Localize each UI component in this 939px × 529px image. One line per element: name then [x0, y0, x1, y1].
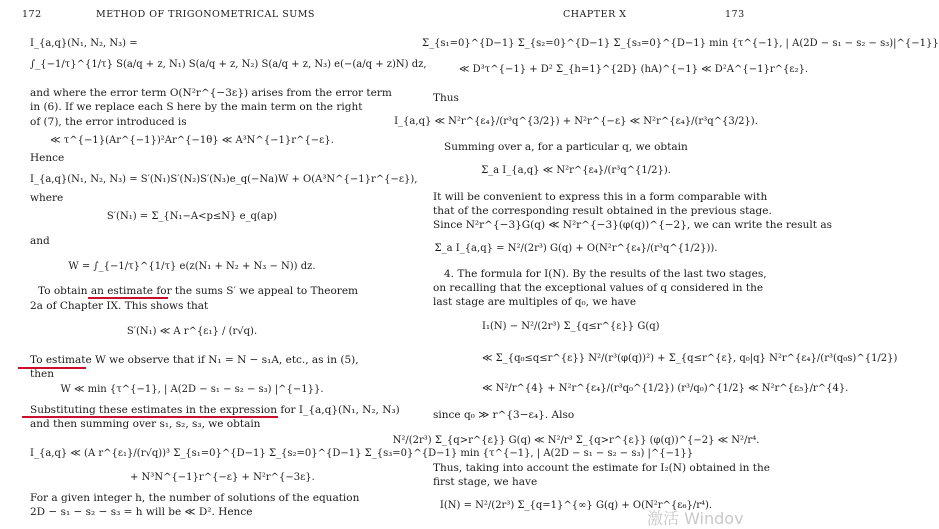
text-line: that of the corresponding result obtained in the previous stage.	[433, 205, 772, 217]
text-line: For a given integer h, the number of solutions of the equation	[30, 492, 360, 504]
equation-line: + N³N^{−1}r^{−ε} + N²r^{−3ε}.	[130, 472, 315, 483]
text-line: since q₀ ≫ r^{3−ε₄}. Also	[433, 409, 575, 421]
equation-line: I_{a,q}(N₁, N₂, N₃) =	[30, 38, 138, 49]
text-line: where	[30, 192, 64, 204]
right-page-number: 173	[725, 9, 745, 20]
text-line: Thus, taking into account the estimate for I₂(N) obtained in the	[433, 462, 770, 474]
text-line: Thus	[433, 92, 459, 104]
text-line: Summing over a, for a particular q, we obtain	[444, 141, 688, 153]
text-line: To obtain an estimate for the sums S′ we appeal to Theorem	[38, 285, 358, 297]
text-line: and then summing over s₁, s₂, s₃, we obtain	[30, 418, 261, 430]
windows-activation-watermark: 激活 Windov	[647, 509, 744, 528]
text-line: 2a of Chapter IX. This shows that	[30, 300, 209, 312]
text-line: Substituting these estimates in the expression for I_{a,q}(N₁, N₂, N₃)	[30, 404, 400, 416]
equation-line: Σ_a I_{a,q} = N²/(2r³) G(q) + O(N²r^{ε₄}/(r³q^{1/2})).	[434, 243, 718, 254]
equation-line: ∫_{−1/τ}^{1/τ} S(a/q + z, N₁) S(a/q + z, N₂) S(a/q + z, N₃) e(−(a/q + z)N) dz,	[30, 59, 427, 70]
text-line: 4. The formula for I(N). By the results of the last two stages,	[444, 268, 767, 280]
text-line: To estimate W we observe that if N₁ = N − s₁A, etc., as in (5),	[30, 354, 359, 366]
equation-line: W ≪ min {τ^{−1}, | A(2D − s₁ − s₂ − s₃) |^{−1}}.	[60, 384, 324, 395]
equation-line: I_{a,q}(N₁, N₂, N₃) = S′(N₁)S′(N₂)S′(N₃)e_q(−Na)W + O(A³N^{−1}r^{−ε}),	[30, 174, 418, 185]
equation-line: I_{a,q} ≪ N²r^{ε₄}/(r³q^{3/2}) + N²r^{−ε} ≪ N²r^{ε₄}/(r³q^{3/2}).	[394, 116, 758, 127]
equation-line: N²/(2r³) Σ_{q>r^{ε}} G(q) ≪ N²/r³ Σ_{q>r^{ε}} (φ(q))^{−2} ≪ N²/r⁴.	[392, 435, 760, 446]
text-line: of (7), the error introduced is	[30, 116, 187, 128]
text-line: and where the error term O(N²r^{−3ε}) arises from the error term	[30, 87, 392, 99]
equation-line: Σ_{s₁=0}^{D−1} Σ_{s₂=0}^{D−1} Σ_{s₃=0}^{D−1} min {τ^{−1}, | A(2D − s₁ − s₂ − s₃)|^{−1}}	[422, 38, 939, 49]
equation-line: I_{a,q} ≪ (A r^{ε₁}/(r√q))³ Σ_{s₁=0}^{D−1} Σ_{s₂=0}^{D−1} Σ_{s₃=0}^{D−1} min {τ^{−1}, | A(2D − s₁ − s₂ − s₃) |^{−1}}	[30, 448, 694, 459]
equation-line: Σ_a I_{a,q} ≪ N²r^{ε₄}/(r³q^{1/2}).	[481, 165, 671, 176]
text-line: on recalling that the exceptional values of q considered in the	[433, 282, 764, 294]
equation-line: I₁(N) − N²/(2r³) Σ_{q≤r^{ε}} G(q)	[482, 321, 660, 332]
text-line: It will be convenient to express this in a form comparable with	[433, 191, 768, 203]
equation-line: S′(N₁) = Σ_{N₁−A<p≤N} e_q(ap)	[106, 211, 278, 222]
equation-line: S′(N₁) ≪ A r^{ε₁} / (r√q).	[126, 326, 258, 337]
right-page	[384, 0, 939, 528]
equation-line: ≪ τ^{−1}(Ar^{−1})²Ar^{−1θ} ≪ A³N^{−1}r^{−ε}.	[50, 135, 334, 146]
text-line: Since N²r^{−3}G(q) ≪ N²r^{−3}(φ(q))^{−2}, we can write the result as	[433, 219, 832, 231]
equation-line: I(N) = N²/(2r³) Σ_{q=1}^{∞} G(q) + O(N²r^{ε₆}/r⁴).	[439, 500, 713, 511]
text-line: in (6). If we replace each S here by the main term on the right	[30, 101, 363, 113]
left-running-head: METHOD OF TRIGONOMETRICAL SUMS	[96, 9, 315, 20]
equation-line: W = ∫_{−1/τ}^{1/τ} e(z(N₁ + N₂ + N₃ − N)) dz.	[68, 261, 316, 272]
text-line: 2D − s₁ − s₂ − s₃ = h will be ≪ D². Hence	[30, 506, 253, 518]
equation-line: ≪ D³τ^{−1} + D² Σ_{h=1}^{2D} (hA)^{−1} ≪ D²A^{−1}r^{ε₂}.	[459, 64, 809, 75]
equation-line: ≪ N²/r^{4} + N²r^{ε₄}/(r³q₀^{1/2}) (r³/q₀)^{1/2} ≪ N²r^{ε₅}/r^{4}.	[482, 383, 849, 394]
equation-line: ≪ Σ_{q₀≤q≤r^{ε}} N²/(r³(φ(q))²) + Σ_{q≤r^{ε}, q₀|q} N²r^{ε₄}/(r³(q₀s)^{1/2})	[482, 353, 898, 364]
text-line: last stage are multiples of q₀, we have	[433, 296, 637, 308]
left-page-number: 172	[22, 9, 42, 20]
right-running-head: CHAPTER X	[563, 9, 627, 20]
text-line: then	[30, 368, 54, 380]
text-line: first stage, we have	[433, 476, 538, 488]
text-line: Hence	[30, 152, 65, 164]
text-line: and	[30, 235, 50, 247]
